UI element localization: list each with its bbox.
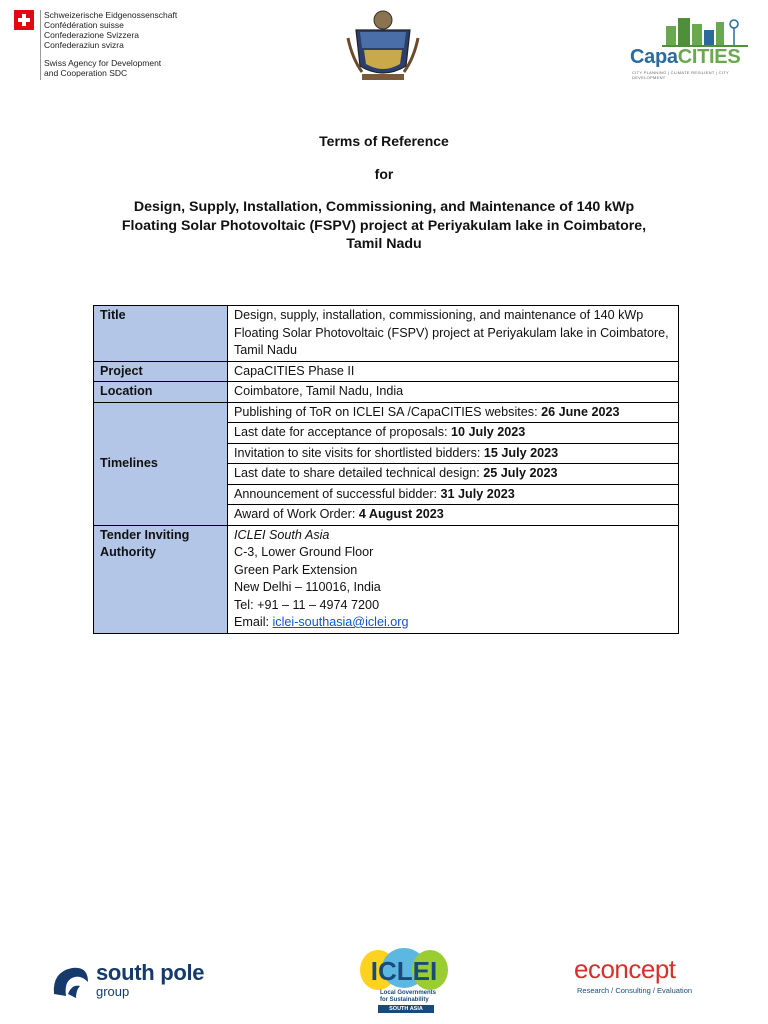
capacities-wordmark: CapaCITIES: [630, 46, 741, 68]
capacities-tagline: CITY PLANNING | CLIMATE RESILIENT | CITY DEVELOPMENT: [632, 70, 729, 80]
iclei-subtitle: Local Governments for Sustainability: [380, 990, 437, 1003]
econcept-tagline: Research / Consulting / Evaluation: [577, 986, 693, 995]
timeline-item: Invitation to site visits for shortlisted bidders: 15 July 2023: [228, 443, 679, 464]
document-subject: [60, 198, 708, 254]
project-value: CapaCITIES Phase II: [228, 361, 679, 382]
swiss-name-de: Schweizerische Eidgenossenschaft: [44, 10, 178, 20]
south-pole-swirl-icon: [50, 964, 90, 1000]
sdc-line-1: Swiss Agency for Development: [44, 58, 162, 68]
authority-address-2: Green Park Extension: [234, 562, 358, 577]
document-title: Terms of Reference: [319, 133, 449, 149]
sdc-name: [44, 58, 161, 78]
coimbatore-crest-logo: [346, 8, 420, 84]
authority-label: Tender Inviting Authority: [94, 525, 228, 633]
capacities-logo: [626, 12, 754, 78]
table-row-authority: [94, 525, 679, 633]
swiss-name-fr: Confédération suisse: [44, 20, 124, 30]
logo-divider: [40, 10, 41, 80]
south-pole-group: group: [96, 984, 130, 999]
title-label: Title: [94, 306, 228, 362]
subject-line-2: Floating Solar Photovoltaic (FSPV) project at Periyakulam lake in Coimbatore,: [121, 217, 647, 234]
timeline-item: Award of Work Order: 4 August 2023: [228, 505, 679, 526]
swiss-flag-icon: [14, 10, 34, 30]
timeline-item: Publishing of ToR on ICLEI SA /CapaCITIES websites: 26 June 2023: [228, 402, 679, 423]
econcept-name: econcept: [574, 954, 676, 984]
table-row-timeline: [94, 402, 679, 423]
iclei-region: SOUTH ASIA: [378, 1005, 434, 1013]
iclei-logo: [356, 948, 452, 1018]
svg-text:ICLEI: ICLEI: [370, 956, 438, 986]
table-row-location: [94, 382, 679, 403]
sdc-line-2: and Cooperation SDC: [44, 68, 128, 78]
south-pole-logo: [50, 962, 240, 1002]
authority-address-3: New Delhi – 110016, India: [234, 580, 381, 594]
authority-email-link[interactable]: iclei-southasia@iclei.org: [272, 615, 409, 629]
swiss-name-it: Confederazione Svizzera: [44, 30, 139, 40]
authority-email-line: Email: iclei-southasia@iclei.org: [234, 615, 409, 629]
title-value: Design, supply, installation, commissioning, and maintenance of 140 kWp Floating Solar Photovoltaic (FSPV) project at Periyakulam lake in Coimbatore, Tamil Nadu: [228, 306, 679, 362]
location-label: Location: [94, 382, 228, 403]
subject-line-3: Tamil Nadu: [346, 236, 422, 252]
table-row-title: [94, 306, 679, 362]
location-value: Coimbatore, Tamil Nadu, India: [228, 382, 679, 403]
swiss-confederation-logo: [14, 10, 184, 78]
document-title-for: for: [374, 166, 394, 182]
timeline-item: Last date to share detailed technical design: 25 July 2023: [228, 464, 679, 485]
timeline-item: Last date for acceptance of proposals: 10 July 2023: [228, 423, 679, 444]
authority-value: [228, 525, 679, 633]
subject-line-1: Design, Supply, Installation, Commissioning, and Maintenance of 140 kWp: [133, 199, 635, 215]
authority-org: ICLEI South Asia: [234, 527, 330, 542]
project-label: Project: [94, 361, 228, 382]
timeline-item: Announcement of successful bidder: 31 July 2023: [228, 484, 679, 505]
timelines-label: Timelines: [94, 402, 228, 525]
authority-phone: Tel: +91 – 11 – 4974 7200: [234, 597, 380, 612]
tor-summary-table: [93, 305, 679, 634]
authority-address-1: C-3, Lower Ground Floor: [234, 545, 374, 559]
econcept-logo: [574, 954, 734, 996]
swiss-names: [44, 10, 177, 50]
south-pole-name: south pole: [96, 960, 205, 985]
swiss-name-rm: Confederaziun svizra: [44, 40, 124, 50]
table-row-project: [94, 361, 679, 382]
